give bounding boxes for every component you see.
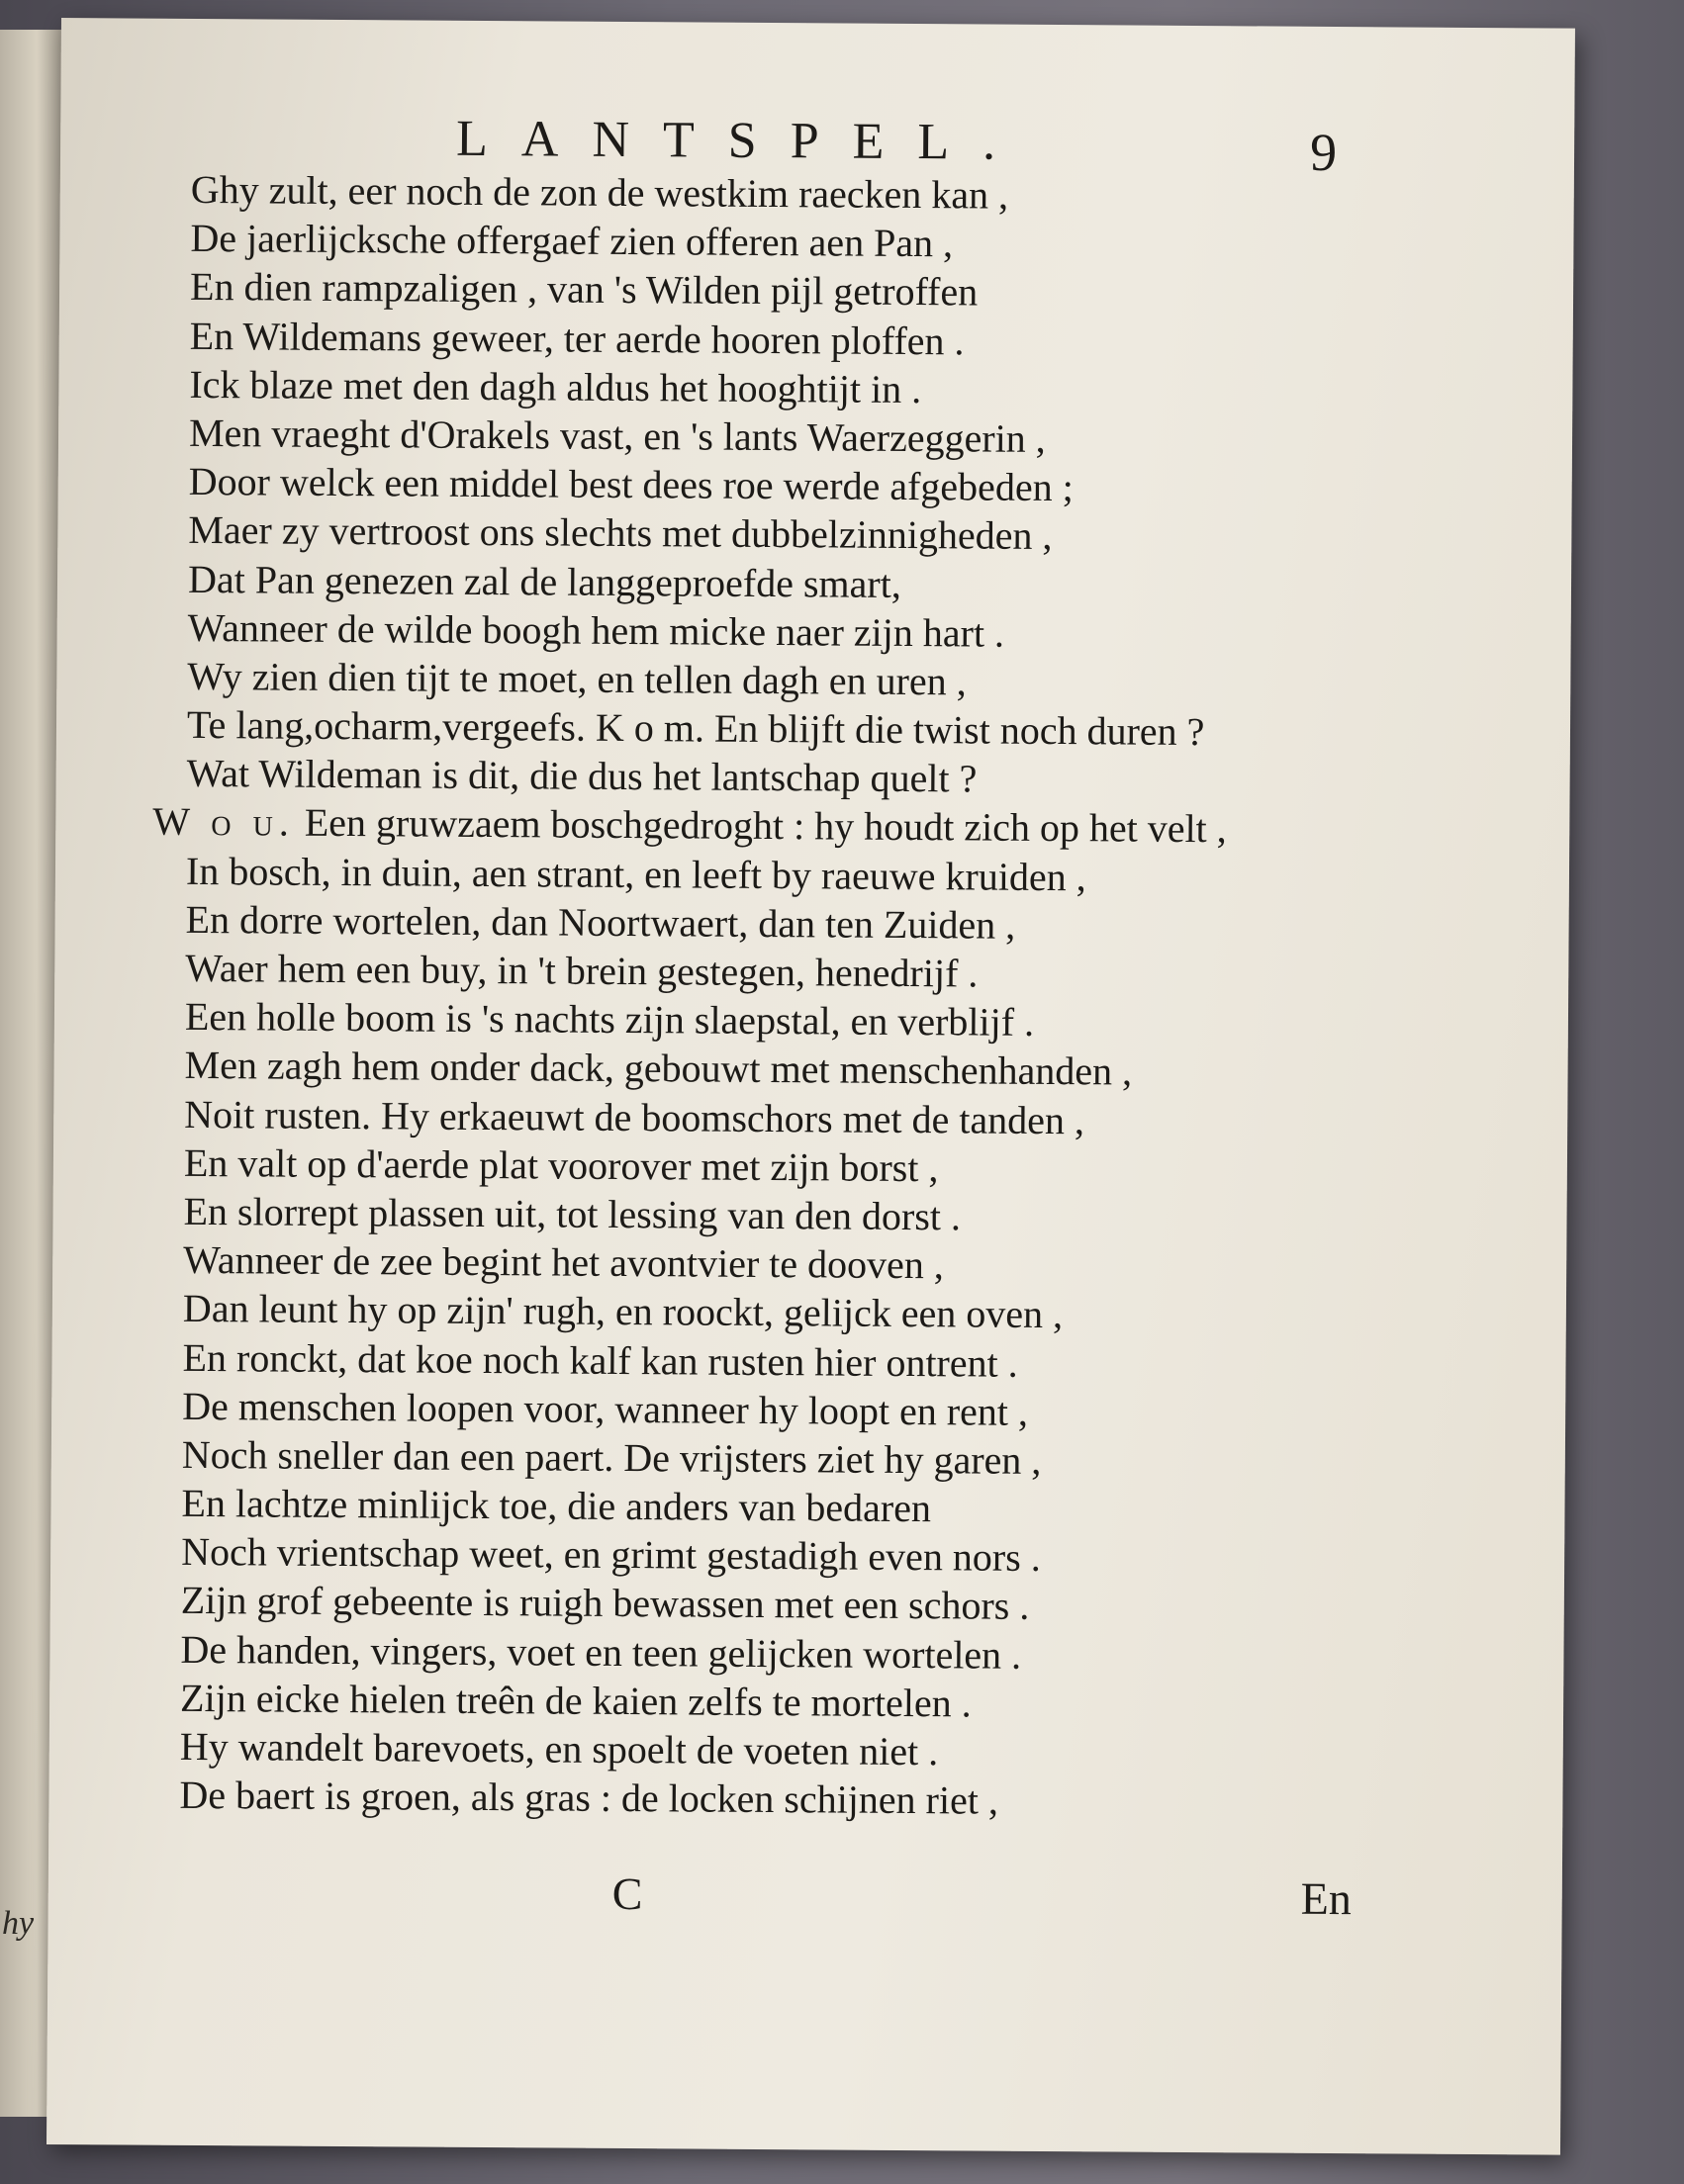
verse-line <box>148 1381 1454 1438</box>
verse-line <box>152 797 1458 855</box>
verse-text <box>145 165 1463 1829</box>
verse-line <box>147 1576 1453 1633</box>
verse-line-text: De baert is groen, als gras : de locken schijnen riet , <box>179 1773 999 1823</box>
verse-line-text: En dien rampzaligen , van 's Wilden pijl getroffen <box>189 264 979 315</box>
verse-line-text: De jaerlijcksche offergaef zien offeren aen Pan , <box>190 216 954 266</box>
verse-line <box>154 505 1460 563</box>
verse-line <box>156 311 1462 368</box>
verse-line-text: Een holle boom is 's nachts zijn slaepstal, en verblijf . <box>184 994 1035 1046</box>
verse-line <box>154 602 1460 660</box>
verse-line <box>146 1624 1452 1682</box>
verse-line-text: En ronckt, dat koe noch kalf kan rusten hier ontrent . <box>182 1334 1018 1386</box>
verse-line <box>150 1041 1456 1098</box>
verse-line-text: Noit rusten. Hy erkaeuwt de boomschors met de tanden , <box>184 1091 1085 1142</box>
verse-line-text: Ghy zult, eer noch de zon de westkim raecken kan , <box>190 166 1009 218</box>
verse-line-text: Waer hem een buy, in 't brein gestegen, henedrijf . <box>185 945 979 996</box>
verse-line-text: Noch vrientschap weet, en grimt gestadigh even nors . <box>181 1529 1041 1581</box>
verse-line-text: En valt op d'aerde plat voorover met zijn borst , <box>183 1139 939 1190</box>
verse-line <box>149 1284 1455 1341</box>
verse-line-text: Ick blaze met den dagh aldus het hooghtijt in . <box>189 361 922 411</box>
verse-line-text: Wy zien dien tijt te moet, en tellen dagh en uren , <box>187 653 967 704</box>
verse-line-text: Hy wandelt barevoets, en spoelt de voeten niet . <box>179 1723 939 1774</box>
verse-line-text: Wanneer de wilde boogh hem micke naer zijn hart . <box>187 604 1005 656</box>
verse-line-text: Een gruwzaem boschgedroght : hy houdt zich op het velt , <box>304 800 1227 852</box>
verse-line-text: En lachtze minlijck toe, die anders van bedaren <box>181 1480 932 1531</box>
verse-line-text: En slorrept plassen uit, tot lessing van den dorst . <box>183 1188 962 1239</box>
verse-line <box>152 846 1458 903</box>
catchword: En <box>1300 1872 1353 1925</box>
running-head: LANTSPEL. <box>455 110 1030 171</box>
verse-line-text: En Wildemans geweer, ter aerde hooren ploffen . <box>189 313 965 363</box>
facing-page-text-fragment: hy <box>2 1905 35 1942</box>
verse-line-text: Te lang,ocharm,vergeefs. K o m. En blijft die twist noch duren ? <box>186 701 1205 755</box>
verse-line-text: Dat Pan genezen zal de langgeproefde smart, <box>187 556 901 606</box>
verse-line-text: Wat Wildeman is dit, die dus het lantschap quelt ? <box>186 751 978 801</box>
verse-line-text: Men vraeght d'Orakels vast, en 's lants Waerzeggerin , <box>188 410 1046 461</box>
verse-line-text: Maer zy vertroost ons slechts met dubbelzinnigheden , <box>188 507 1053 559</box>
verse-line-text: De menschen loopen voor, wanneer hy loopt en rent , <box>182 1383 1029 1434</box>
verse-line-text: En dorre wortelen, dan Noortwaert, dan ten Zuiden , <box>185 896 1016 948</box>
speaker-label: W o u. <box>152 799 295 846</box>
verse-line-text: Zijn grof gebeente is ruigh bewassen met een schors . <box>180 1578 1030 1629</box>
verse-line-text: De handen, vingers, voet en teen gelijcken wortelen . <box>180 1626 1022 1678</box>
verse-line-text: In bosch, in duin, aen strant, en leeft by raeuwe kruiden , <box>185 848 1086 899</box>
verse-line-text: Men zagh hem onder dack, gebouwt met menschenhanden , <box>184 1043 1133 1094</box>
book-page <box>47 18 1575 2155</box>
verse-line <box>145 1771 1451 1828</box>
page-number: 9 <box>1309 122 1338 183</box>
verse-line <box>148 1332 1454 1390</box>
verse-line <box>154 554 1460 611</box>
verse-line-text: Wanneer de zee begint het avontvier te dooven , <box>183 1237 945 1288</box>
signature-mark: C <box>611 1867 643 1920</box>
verse-line-text: Noch sneller dan een paert. De vrijsters ziet hy garen , <box>181 1431 1042 1483</box>
verse-line-text: Zijn eicke hielen treên de kaien zelfs te mortelen . <box>179 1675 972 1726</box>
verse-line <box>150 1089 1456 1146</box>
verse-line-text: Door welck een middel best dees roe werde afgebeden ; <box>188 459 1074 510</box>
verse-line-text: Dan leunt hy op zijn' rugh, en roockt, gelijck een oven , <box>182 1286 1064 1337</box>
verse-line <box>156 262 1462 319</box>
